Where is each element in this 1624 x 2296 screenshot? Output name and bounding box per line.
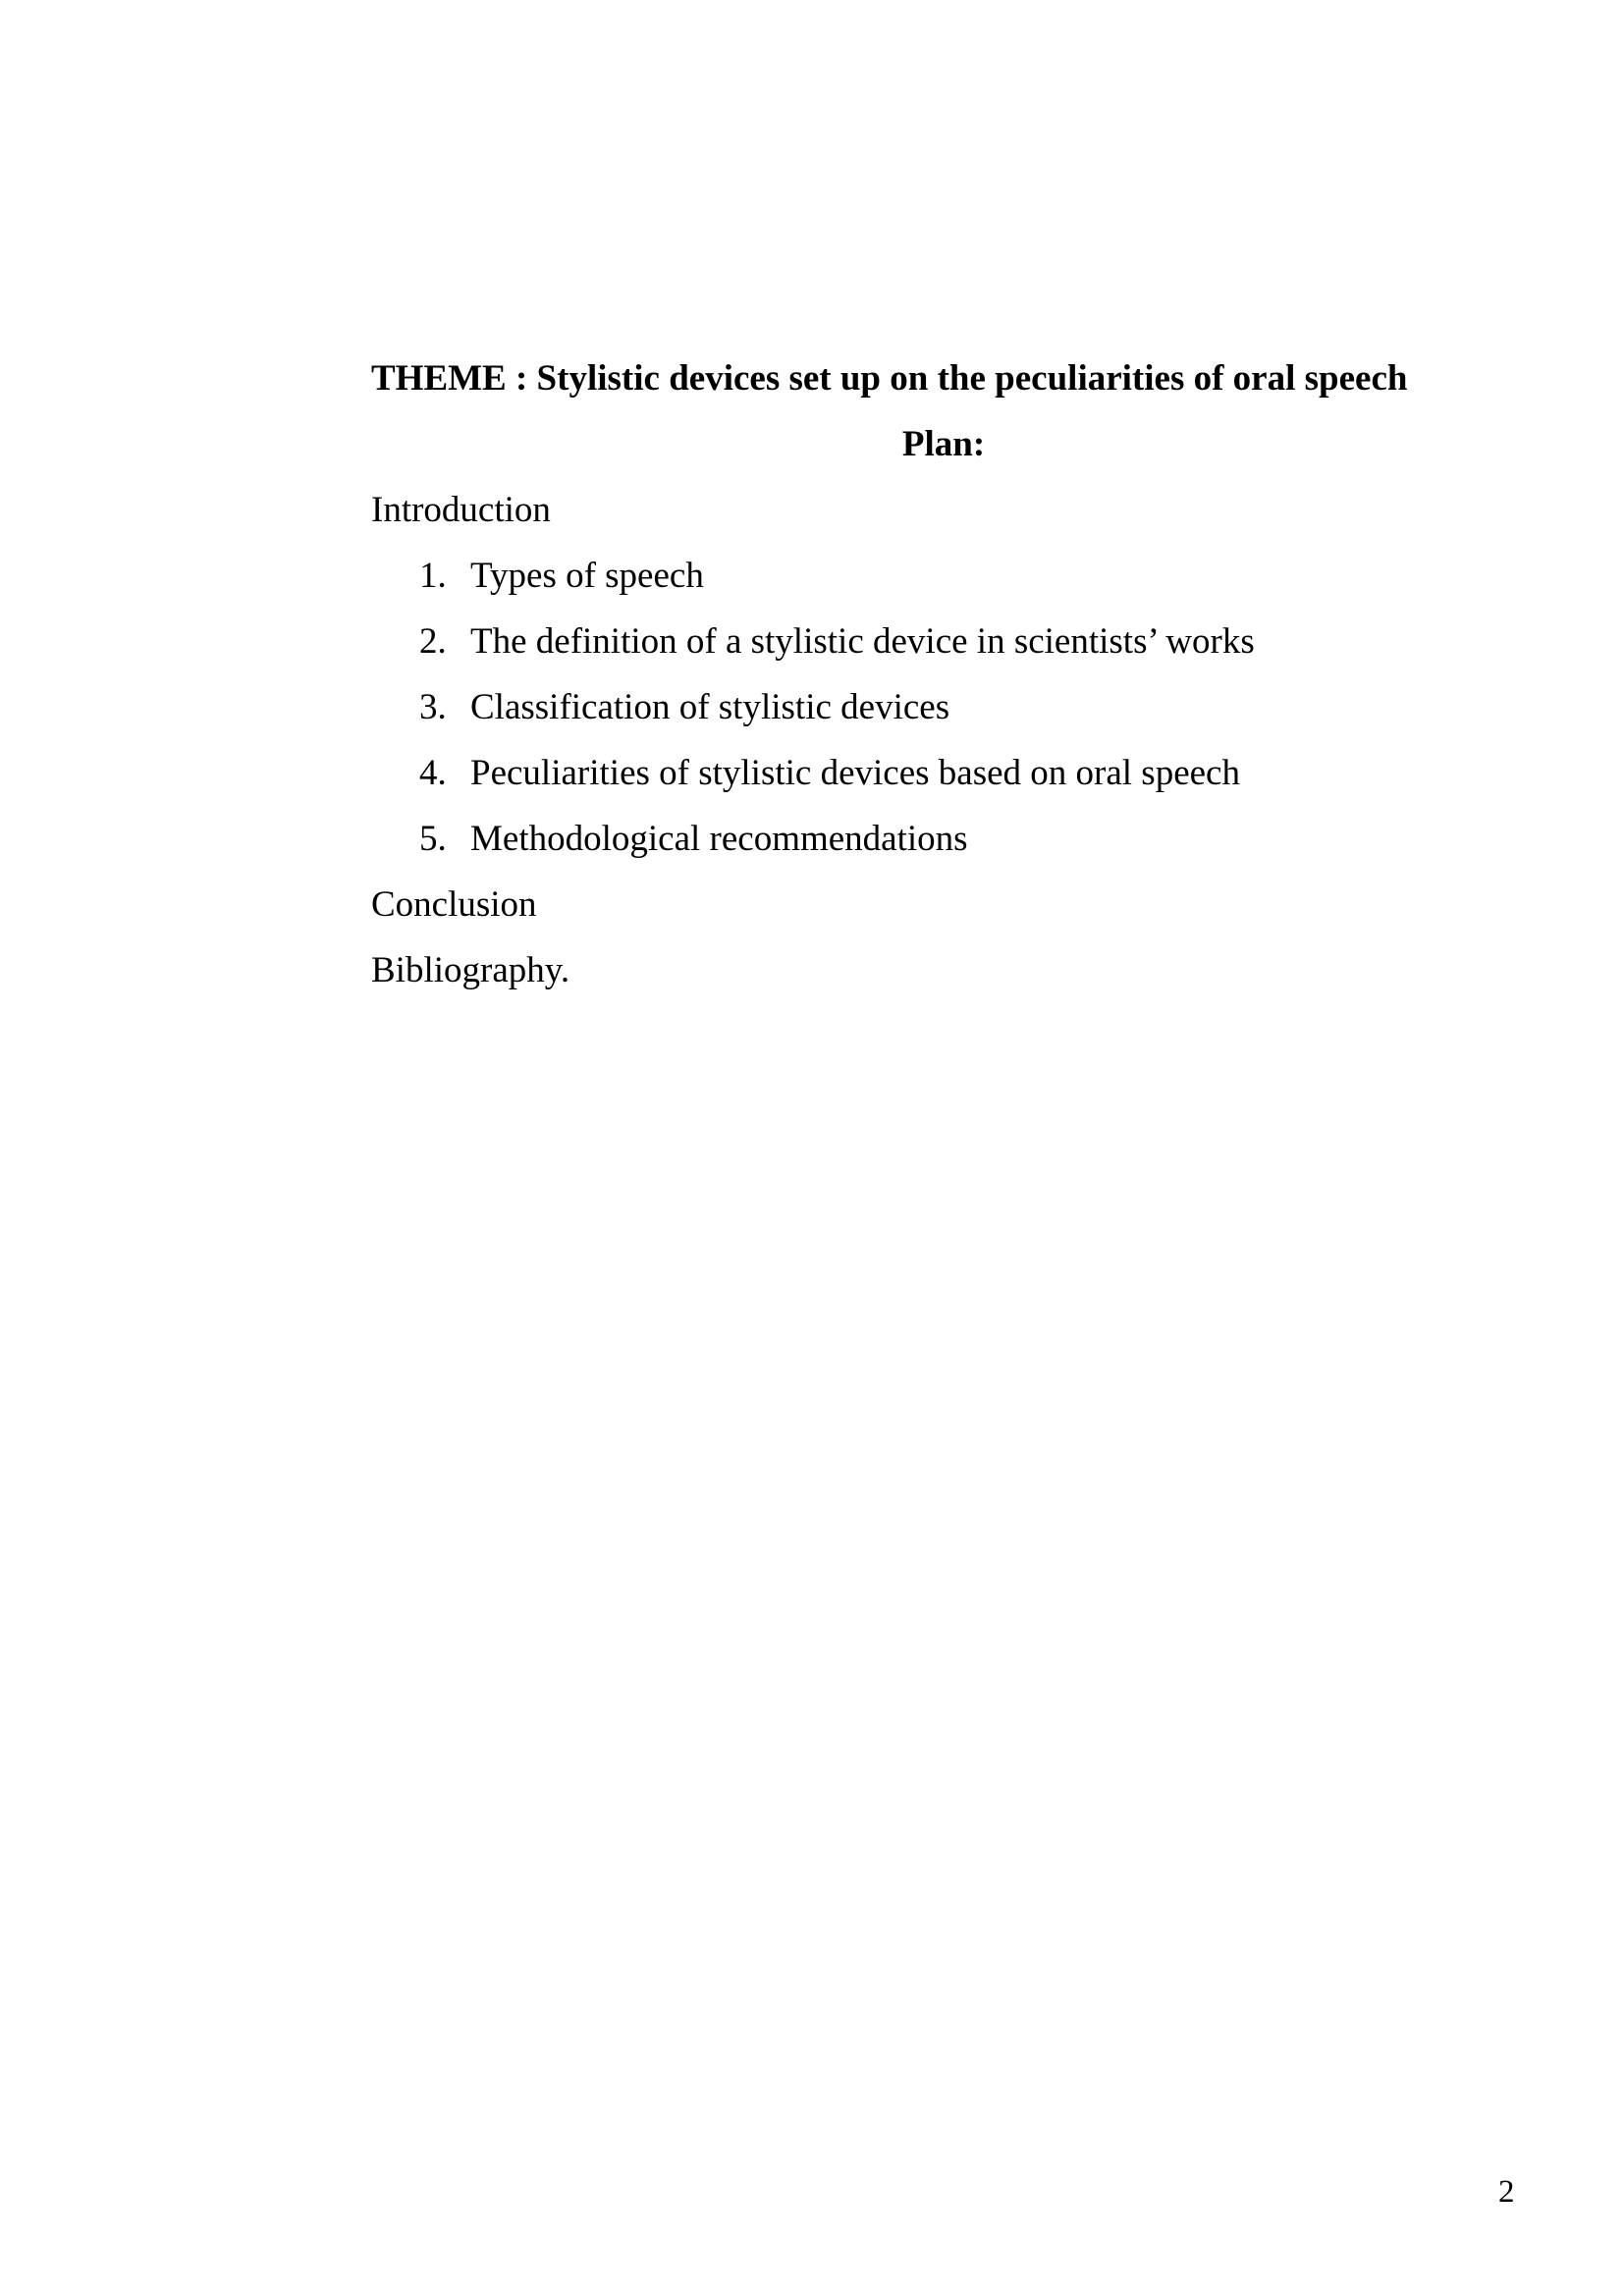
- list-item-number: 5.: [419, 819, 447, 859]
- list-item-text: The definition of a stylistic device in scientists’ works: [470, 621, 1255, 662]
- list-item-text: Methodological recommendations: [470, 819, 968, 859]
- list-item: [371, 740, 1471, 806]
- plan-content: [371, 346, 1471, 1003]
- page-number: 2: [1498, 2174, 1515, 2210]
- theme-title: THEME : Stylistic devices set up on the peculiarities of oral speech: [371, 358, 1408, 399]
- list-item-number: 4.: [419, 753, 447, 793]
- conclusion-line: Conclusion: [371, 884, 537, 925]
- list-item-number: 2.: [419, 621, 447, 662]
- bibliography-line: Bibliography.: [371, 950, 570, 990]
- list-item-number: 3.: [419, 687, 447, 727]
- list-item-text: Types of speech: [470, 556, 704, 596]
- list-item-text: Classification of stylistic devices: [470, 687, 950, 727]
- plan-list: [371, 543, 1471, 872]
- introduction-line: Introduction: [371, 490, 551, 530]
- list-item: [371, 609, 1471, 674]
- list-item: [371, 806, 1471, 872]
- list-item: [371, 543, 1471, 609]
- list-item-number: 1.: [419, 556, 447, 596]
- list-item-text: Peculiarities of stylistic devices based on oral speech: [470, 753, 1240, 793]
- plan-heading: Plan:: [901, 424, 986, 464]
- list-item: [371, 674, 1471, 740]
